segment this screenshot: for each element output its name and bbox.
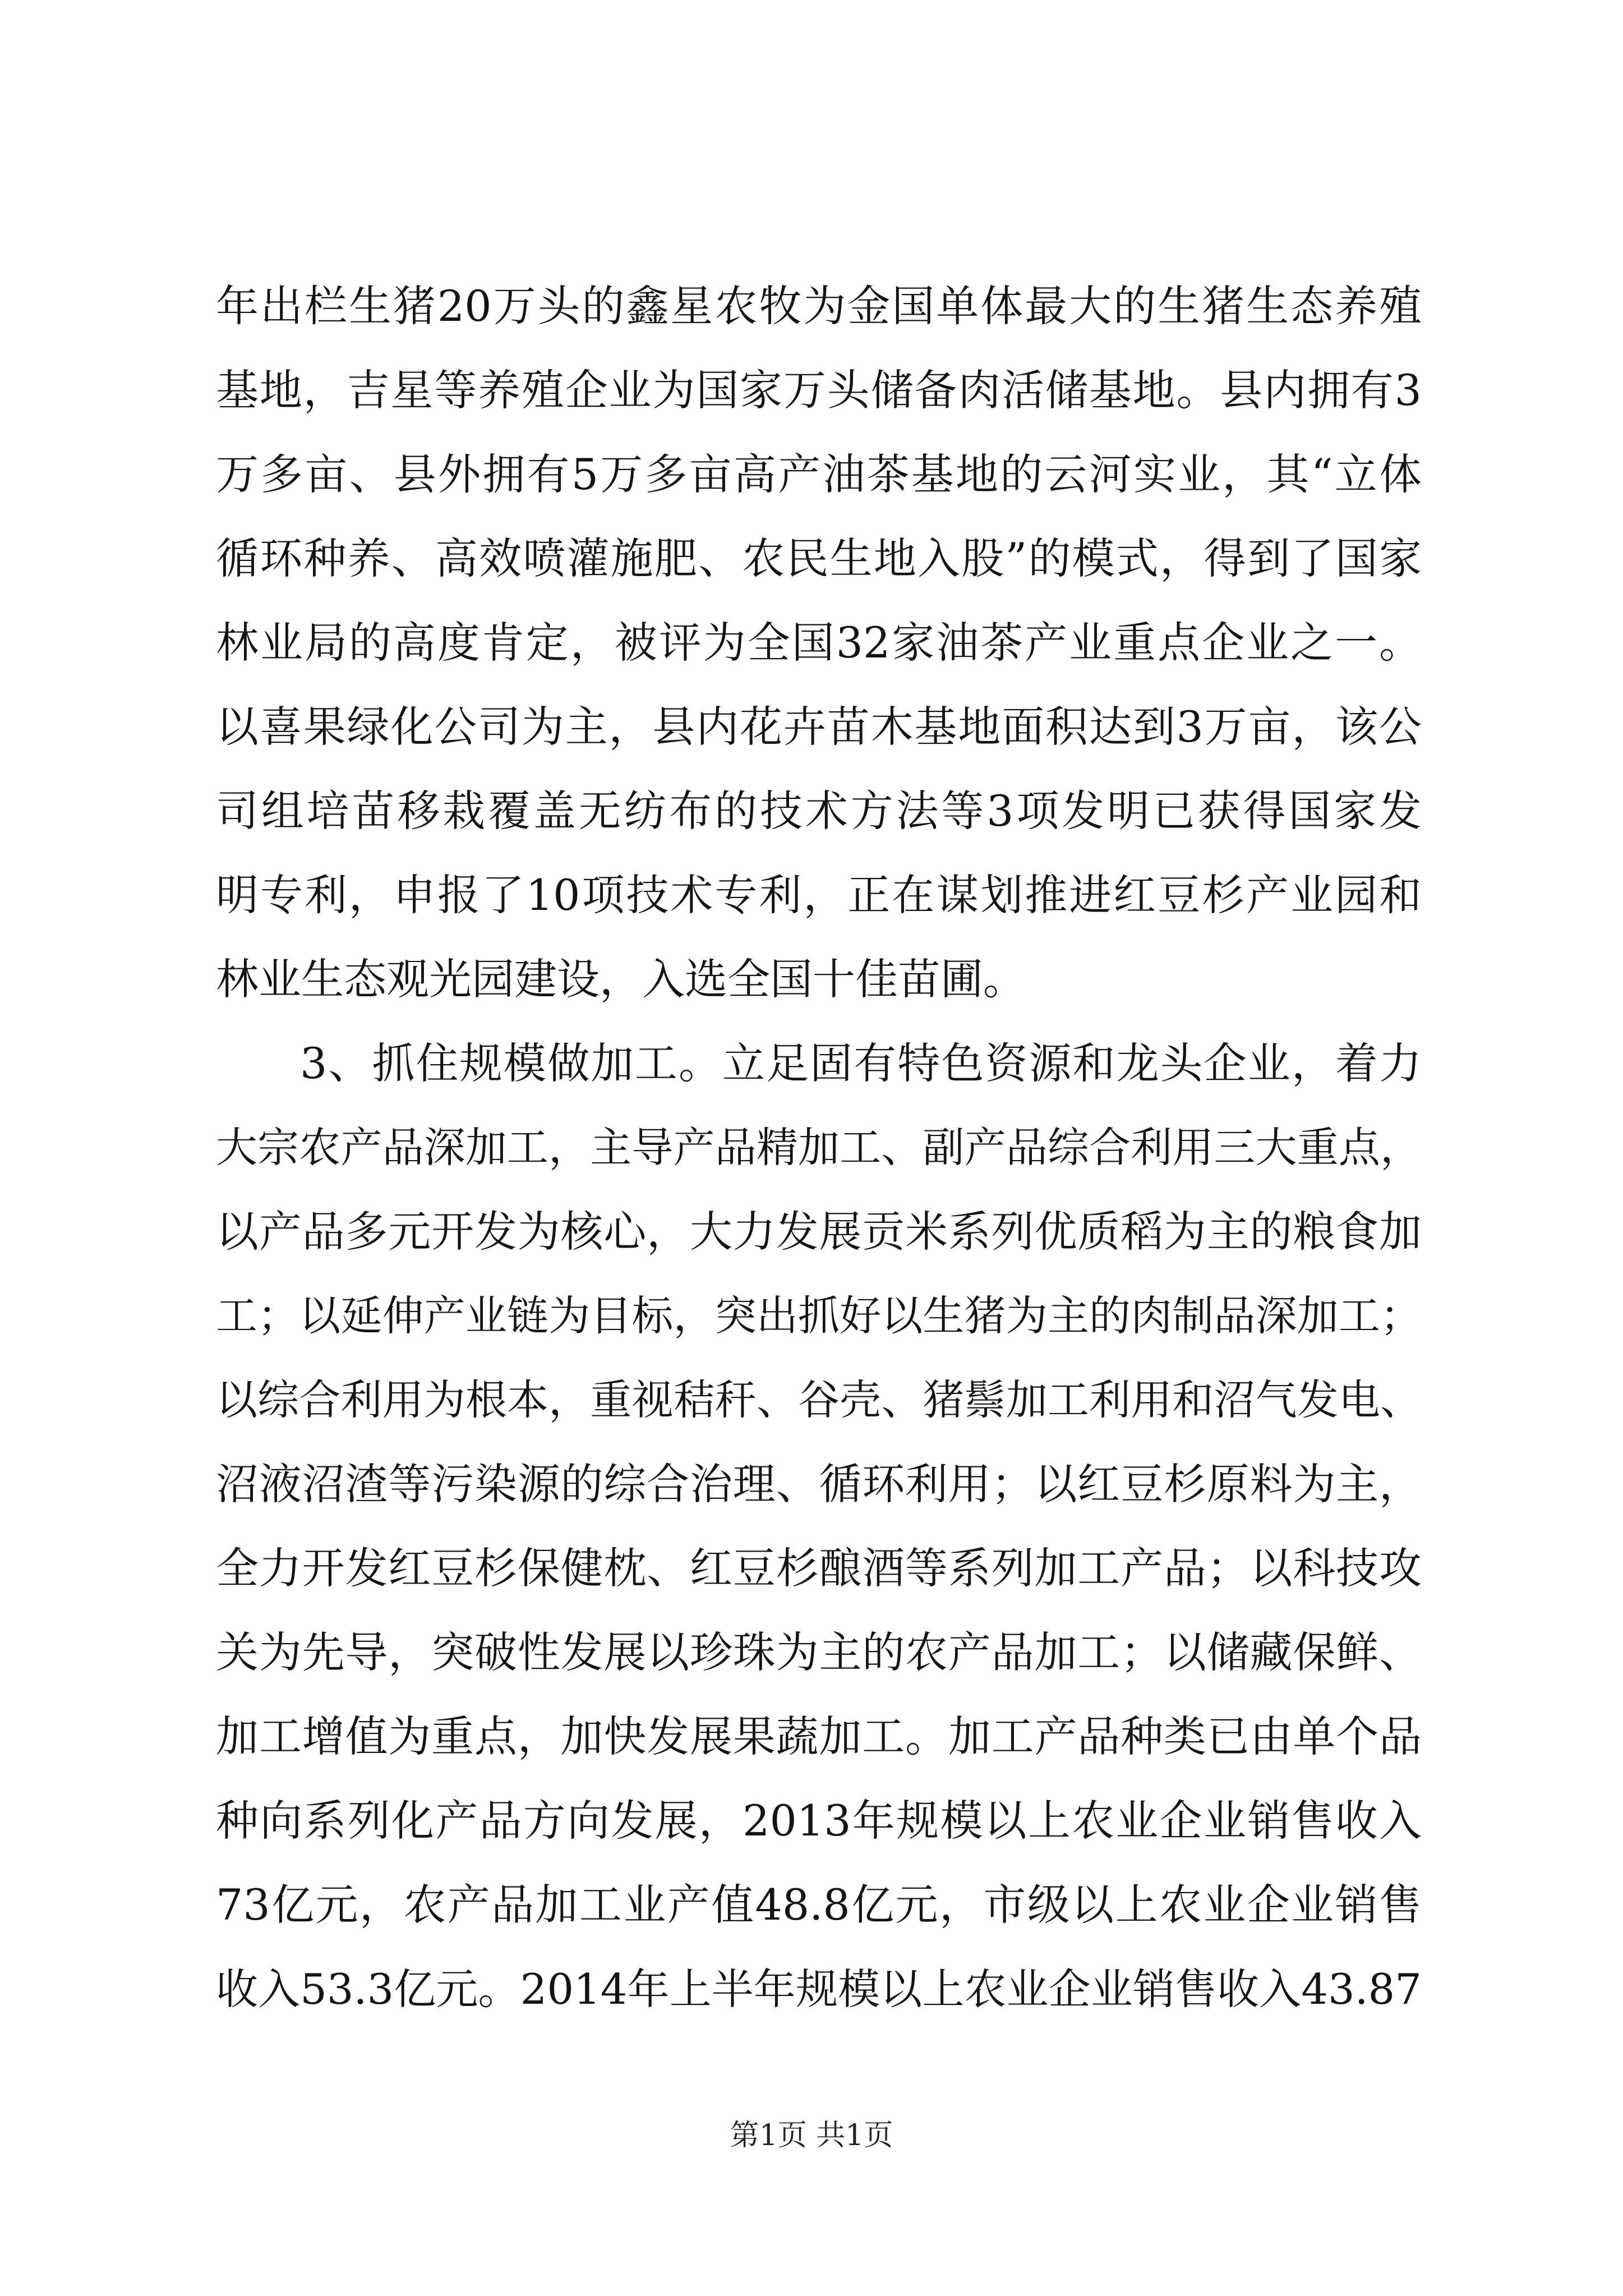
- text-line: 全力开发红豆杉保健枕、红豆杉酿酒等系列加工产品；以科技攻: [216, 1543, 1422, 1593]
- text-line: 林业生态观光园建设，入选全国十佳苗圃。: [216, 954, 1026, 1004]
- text-line: 加工增值为重点，加快发展果蔬加工。加工产品种类已由单个品: [216, 1711, 1422, 1761]
- page-number-footer: 第1页 共1页: [730, 2119, 893, 2152]
- text-line: 基地，吉星等养殖企业为国家万头储备肉活储基地。县内拥有3: [216, 365, 1422, 415]
- text-line: 以综合利用为根本，重视秸秆、谷壳、猪鬃加工利用和沼气发电、: [216, 1376, 1422, 1424]
- text-line: 收入53.3亿元。2014年上半年规模以上农业企业销售收入43.87: [216, 1964, 1422, 2014]
- text-line: 3、抓住规模做加工。立足固有特色资源和龙头企业，着力: [300, 1038, 1422, 1088]
- text-line: 司组培苗移栽覆盖无纺布的技术方法等3项发明已获得国家发: [216, 786, 1422, 836]
- text-line: 73亿元，农产品加工业产值48.8亿元，市级以上农业企业销售: [216, 1880, 1422, 1930]
- text-line: 以产品多元开发为核心，大力发展贡米系列优质稻为主的粮食加: [216, 1207, 1422, 1257]
- text-line: 关为先导，突破性发展以珍珠为主的农产品加工；以储藏保鲜、: [216, 1627, 1422, 1677]
- text-line: 沼液沼渣等污染源的综合治理、循环利用；以红豆杉原料为主，: [216, 1459, 1422, 1509]
- text-line: 以喜果绿化公司为主，县内花卉苗木基地面积达到3万亩，该公: [216, 702, 1422, 752]
- text-line: 明专利，申报了10项技术专利，正在谋划推进红豆杉产业园和: [216, 870, 1422, 920]
- text-line: 种向系列化产品方向发展，2013年规模以上农业企业销售收入: [216, 1796, 1422, 1846]
- text-line: 循环种养、高效喷灌施肥、农民生地入股”的模式，得到了国家: [216, 533, 1422, 583]
- text-line: 林业局的高度肯定，被评为全国32家油茶产业重点企业之一。: [216, 618, 1422, 668]
- text-line: 工；以延伸产业链为目标，突出抓好以生猪为主的肉制品深加工；: [216, 1292, 1422, 1340]
- text-line: 年出栏生猪20万头的鑫星农牧为金国单体最大的生猪生态养殖: [216, 281, 1422, 331]
- text-line: 万多亩、县外拥有5万多亩高产油茶基地的云河实业，其“立体: [216, 449, 1422, 499]
- text-line: 大宗农产品深加工，主导产品精加工、副产品综合利用三大重点，: [216, 1124, 1422, 1172]
